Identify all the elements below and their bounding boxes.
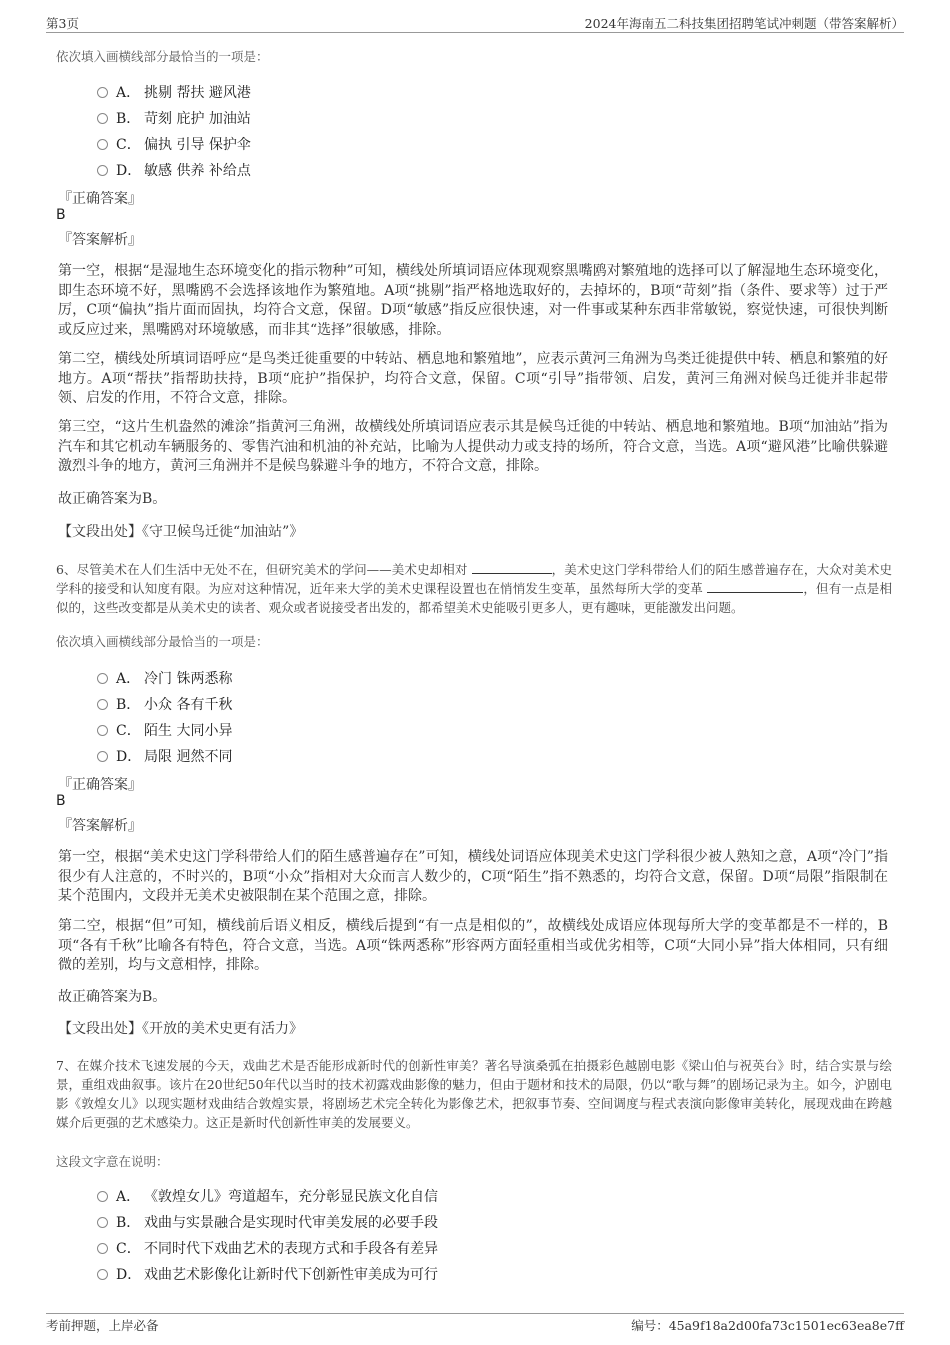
blank-line	[472, 561, 552, 574]
radio-icon[interactable]	[97, 1217, 108, 1228]
analysis-conclusion: 故正确答案为B。	[58, 989, 167, 1005]
document-id: 编号：45a9f18a2d00fa73c1501ec63ea8e7ff	[631, 1318, 904, 1333]
q7-option-b[interactable]: B． 戏曲与实景融合是实现时代审美发展的必要手段	[97, 1212, 438, 1232]
document-title: 2024年海南五二科技集团招聘笔试冲刺题（带答案解析）	[584, 16, 904, 31]
radio-icon[interactable]	[97, 699, 108, 710]
radio-icon[interactable]	[97, 165, 108, 176]
question-6-text: 6、尽管美术在人们生活中无处不在，但研究美术的学问——美术史却相对 ，美术史这门学科带给人们的陌生感普遍存在，大众对美术史学科的接受和认知度有限。为应对这种情况，近年来大学的美术史课程设置也在悄悄发生变革，虽然每所大学的变革 ，但有一点是相似的，这些改变都是从美术史的读者、观众或者说接受者出发的，都希望美术史能吸引更多人，更有趣味，更能激发出问题。	[56, 562, 892, 615]
analysis-paragraph: 第一空，根据“是湿地生态环境变化的指示物种”可知，横线处所填词语应体现观察黑嘴鸥对繁殖地的选择可以了解湿地生态环境变化，即生态环境不好，黑嘴鸥不会选择该地作为繁殖地。A项“挑剔”指严格地选取好的，去掉坏的，B项“苛刻”指（条件、要求等）过于严厉，C项“偏执”指片面而固执，均符合文意，保留。D项“敏感”指反应很快速，对一件事或某种东西非常敏锐，察觉快速，可很快判断或反应过来，黑嘴鸥对环境敏感，而非其“选择”很敏感，排除。	[58, 263, 888, 338]
q7-option-c[interactable]: C． 不同时代下戏曲艺术的表现方式和手段各有差异	[97, 1238, 438, 1258]
q5-option-b[interactable]: B． 苛刻 庇护 加油站	[97, 108, 251, 128]
q5-option-a[interactable]: A． 挑剔 帮扶 避风港	[97, 82, 251, 102]
q6-prompt: 依次填入画横线部分最恰当的一项是：	[56, 634, 269, 649]
radio-icon[interactable]	[97, 725, 108, 736]
q6-option-c[interactable]: C． 陌生 大同小异	[97, 720, 232, 740]
radio-icon[interactable]	[97, 139, 108, 150]
radio-icon[interactable]	[97, 113, 108, 124]
analysis-paragraph: 第二空，横线处所填词语呼应“是鸟类迁徙重要的中转站、栖息地和繁殖地”，应表示黄河三角洲为鸟类迁徙提供中转、栖息和繁殖的好地方。A项“帮扶”指帮助扶持，B项“庇护”指保护，均符合文意，保留。C项“引导”指带领、启发，黄河三角洲对候鸟迁徙并非起带领、启发的作用，不符合文意，排除。	[58, 351, 888, 406]
correct-answer: B	[56, 207, 66, 223]
radio-icon[interactable]	[97, 1243, 108, 1254]
q7-prompt: 这段文字意在说明：	[56, 1154, 169, 1169]
analysis-label: 『答案解析』	[58, 232, 142, 248]
q6-option-b[interactable]: B． 小众 各有千秋	[97, 694, 232, 714]
page-number: 第3页	[46, 16, 79, 31]
blank-line	[707, 580, 803, 593]
analysis-paragraph: 第二空，根据“但”可知，横线前后语义相反，横线后提到“有一点是相似的”，故横线处成语应体现每所大学的变革都是不一样的，B项“各有千秋”比喻各有特色，符合文意，当选。A项“铢两悉称”形容两方面轻重相当或优劣相等，C项“大同小异”指大体相同，只有细微的差别，均与文意相悖，排除。	[58, 918, 888, 973]
q7-option-d[interactable]: D． 戏曲艺术影像化让新时代下创新性审美成为可行	[97, 1264, 438, 1284]
q5-option-c[interactable]: C． 偏执 引导 保护伞	[97, 134, 251, 154]
source-citation: 【文段出处】《守卫候鸟迁徙“加油站”》	[58, 524, 304, 540]
source-citation: 【文段出处】《开放的美术史更有活力》	[58, 1021, 303, 1037]
radio-icon[interactable]	[97, 751, 108, 762]
radio-icon[interactable]	[97, 673, 108, 684]
correct-answer: B	[56, 793, 66, 809]
footer-slogan: 考前押题，上岸必备	[46, 1318, 159, 1333]
page-header	[46, 14, 904, 33]
analysis-label: 『答案解析』	[58, 818, 142, 834]
q6-option-a[interactable]: A． 冷门 铢两悉称	[97, 668, 232, 688]
q5-option-d[interactable]: D． 敏感 供养 补给点	[97, 160, 251, 180]
q5-prompt: 依次填入画横线部分最恰当的一项是：	[56, 49, 269, 64]
analysis-conclusion: 故正确答案为B。	[58, 491, 167, 507]
radio-icon[interactable]	[97, 1191, 108, 1202]
question-7-text: 7、在媒介技术飞速发展的今天，戏曲艺术是否能形成新时代的创新性审美？著名导演桑弧在拍摄彩色越剧电影《梁山伯与祝英台》时，结合实景与绘景，重组戏曲叙事。该片在20世纪50年代以当时的技术初露戏曲影像的魅力，但由于题材和技术的局限，仍以“歌与舞”的剧场记录为主。如今，沪剧电影《敦煌女儿》以现实题材戏曲结合敦煌实景，将剧场艺术完全转化为影像艺术，把叙事节奏、空间调度与程式表演向影像审美转化，展现戏曲在跨越媒介后更强的艺术感染力。这正是新时代创新性审美的发展要义。	[56, 1058, 892, 1130]
radio-icon[interactable]	[97, 1269, 108, 1280]
correct-answer-label: 『正确答案』	[58, 191, 142, 207]
q6-option-d[interactable]: D． 局限 迥然不同	[97, 746, 232, 766]
analysis-paragraph: 第三空，“这片生机盎然的滩涂”指黄河三角洲，故横线处所填词语应表示其是候鸟迁徙的中转站、栖息地和繁殖地。B项“加油站”指为汽车和其它机动车辆服务的、零售汽油和机油的补充站，比喻为人提供动力或支持的场所，符合文意，当选。A项“避风港”比喻供躲避激烈斗争的地方，黄河三角洲并不是候鸟躲避斗争的地方，不符合文意，排除。	[58, 419, 888, 474]
radio-icon[interactable]	[97, 87, 108, 98]
q7-option-a[interactable]: A． 《敦煌女儿》弯道超车，充分彰显民族文化自信	[97, 1186, 438, 1206]
analysis-paragraph: 第一空，根据“美术史这门学科带给人们的陌生感普遍存在”可知，横线处词语应体现美术史这门学科很少被人熟知之意，A项“冷门”指很少有人注意的，不时兴的，B项“小众”指相对大众而言人数少的，C项“陌生”指不熟悉的，均符合文意，保留。D项“局限”指限制在某个范围内，文段并无美术史被限制在某个范围之意，排除。	[58, 849, 888, 904]
page-footer	[46, 1313, 904, 1333]
correct-answer-label: 『正确答案』	[58, 777, 142, 793]
